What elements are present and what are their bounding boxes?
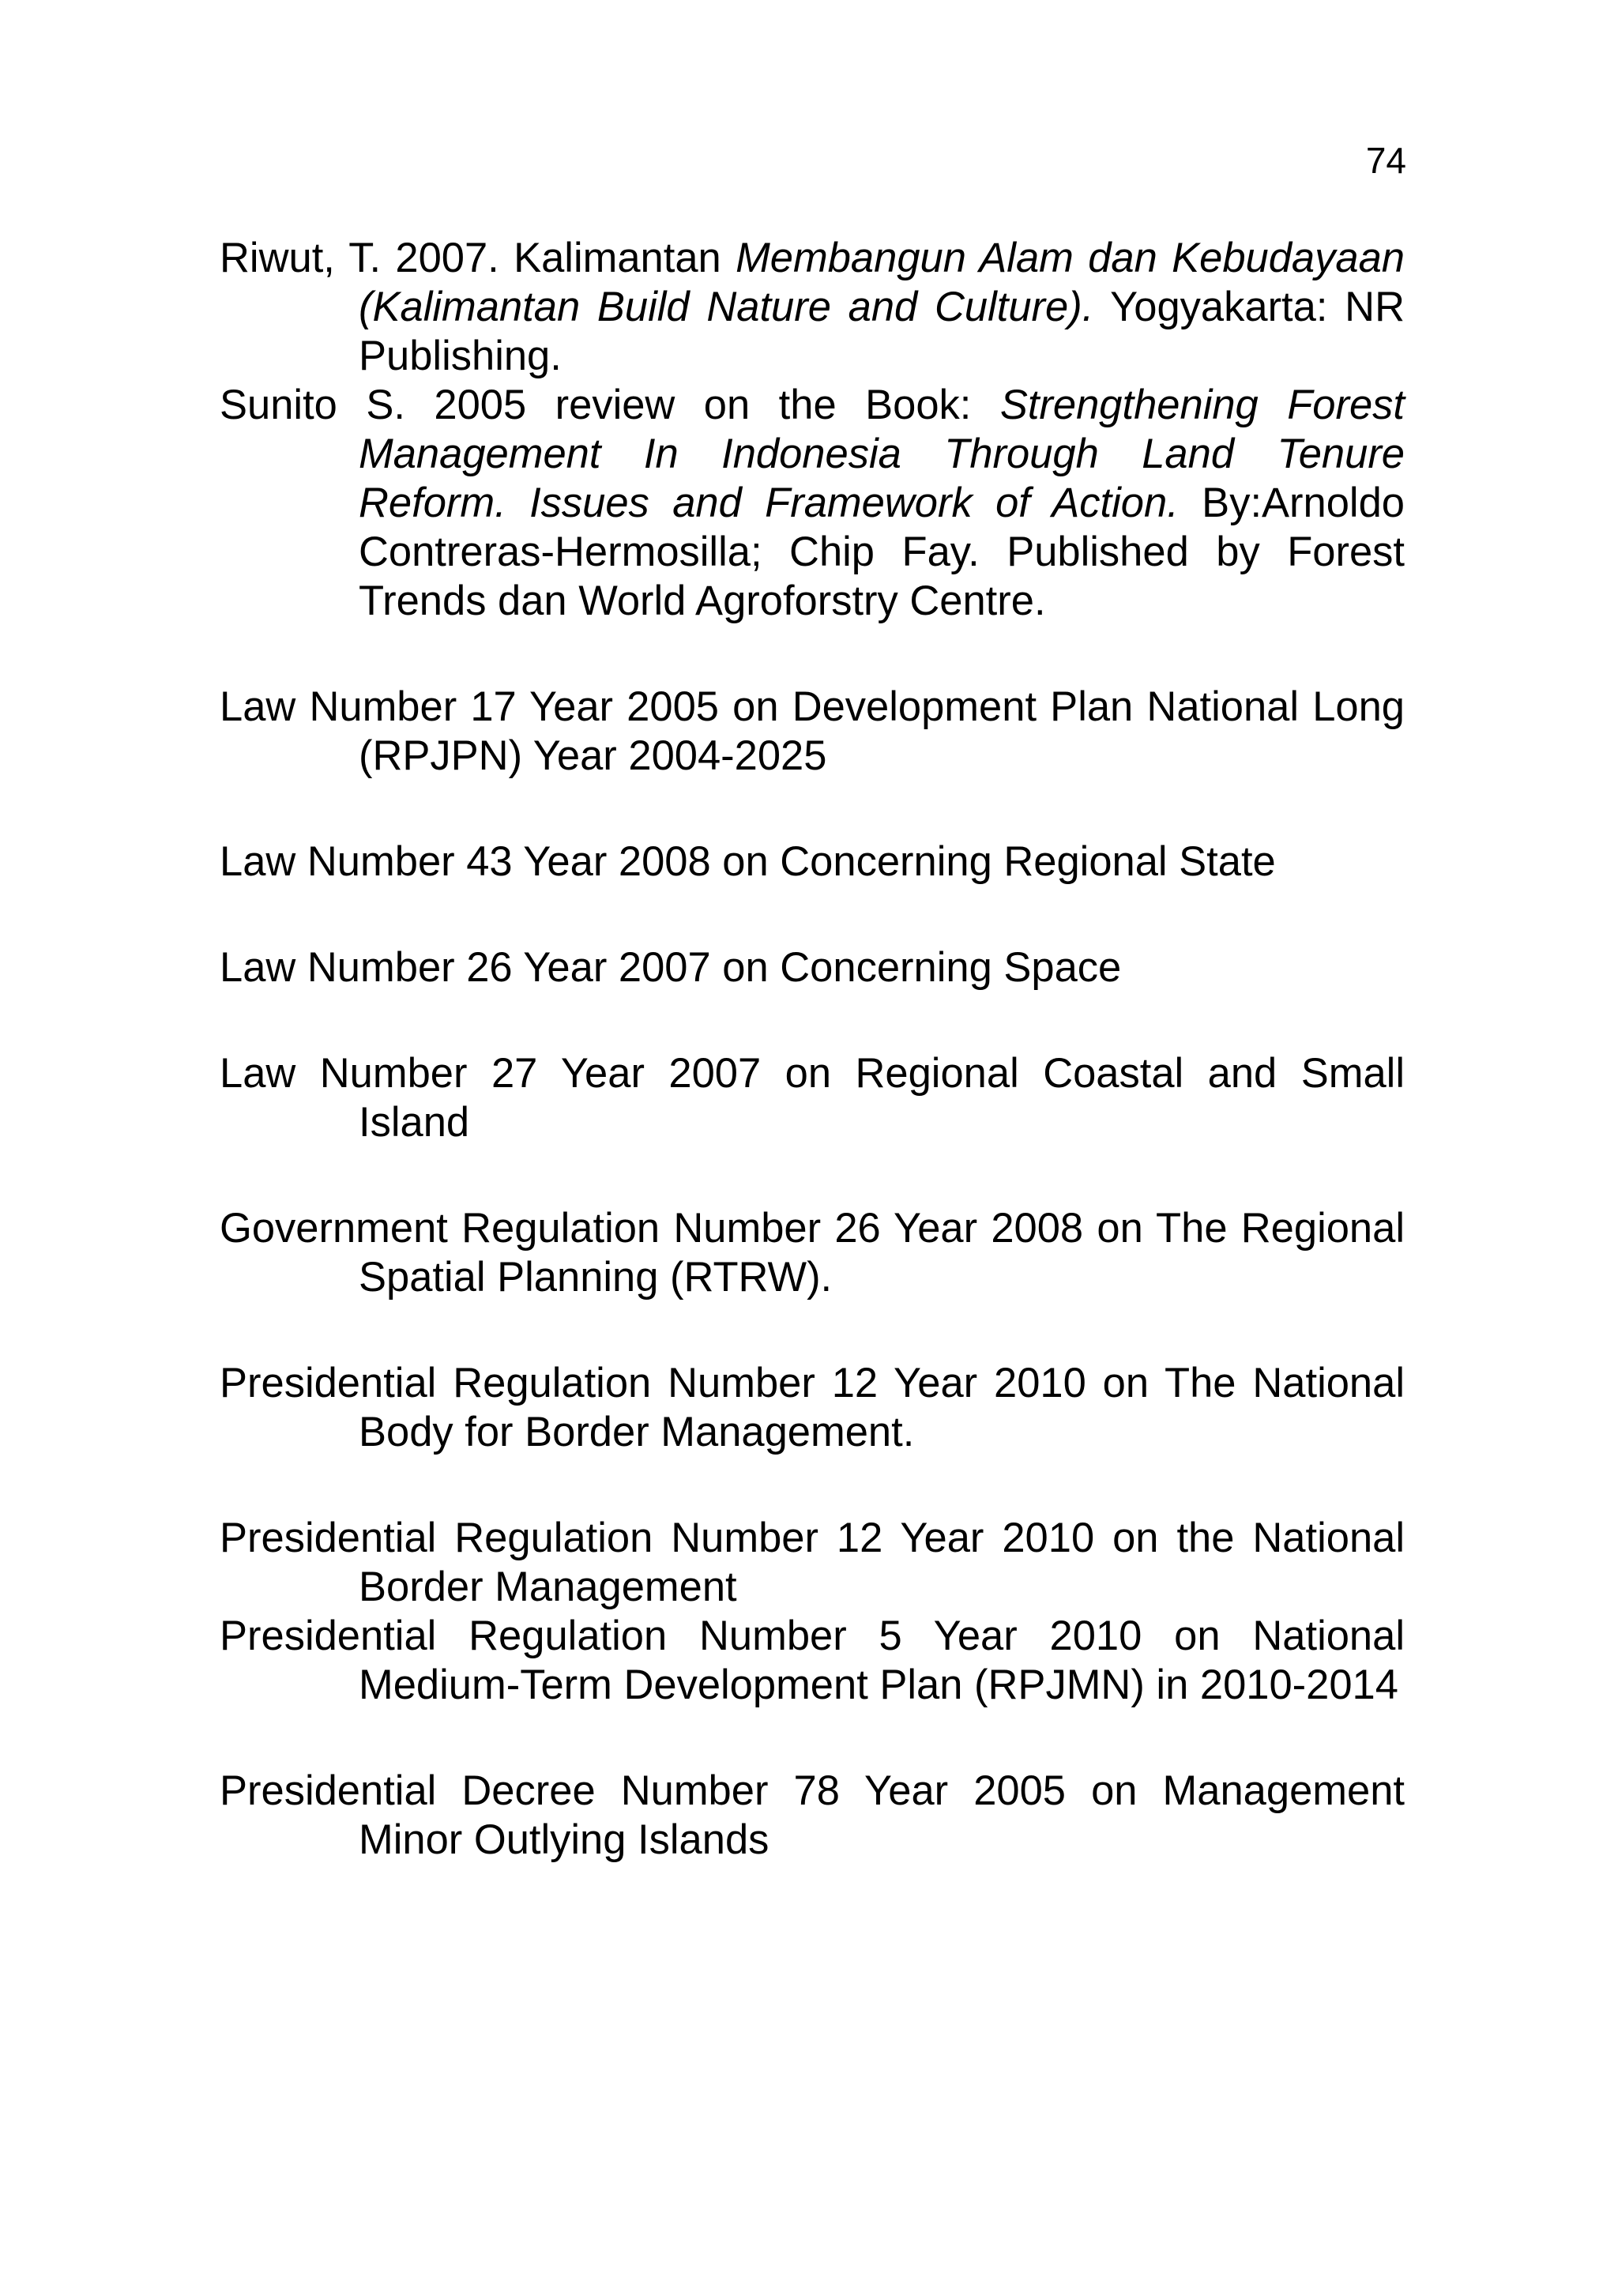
reference-entry-pres-decree-78-2005 — [220, 1767, 1405, 1865]
reference-text: Law Number 17 Year 2005 on Development Plan National Long (RPJPN) Year 2004-2025 — [220, 683, 1405, 779]
reference-entry-law-27-2007 — [220, 1049, 1405, 1147]
reference-text: Government Regulation Number 26 Year 2008 on The Regional Spatial Planning (RTRW). — [220, 1205, 1405, 1300]
reference-list — [220, 234, 1405, 1865]
reference-entry-law-17-2005 — [220, 683, 1405, 781]
reference-text: By:Arnoldo Contreras-Hermosilla; Chip Fay. Published by Forest Trends dan World Agroforstry Centre. — [359, 480, 1405, 624]
reference-text: Sunito S. 2005 review on the Book: — [220, 382, 1000, 428]
reference-entry-pres-reg-12-2010-a — [220, 1359, 1405, 1457]
reference-text: Presidential Regulation Number 5 Year 2010 on National Medium-Term Development Plan (RPJMN) in 2010-2014 — [220, 1613, 1405, 1708]
reference-text: Presidential Decree Number 78 Year 2005 on Management Minor Outlying Islands — [220, 1767, 1405, 1863]
reference-text: Law Number 26 Year 2007 on Concerning Space — [220, 944, 1122, 991]
reference-entry-sunito — [220, 381, 1405, 626]
reference-text: Riwut, T. 2007. Kalimantan — [220, 235, 736, 281]
reference-entry-pres-reg-12-2010-b — [220, 1514, 1405, 1612]
reference-entry-law-43-2008 — [220, 837, 1405, 886]
reference-entry-pres-reg-5-2010 — [220, 1612, 1405, 1710]
reference-entry-riwut — [220, 234, 1405, 381]
reference-entry-law-26-2007 — [220, 943, 1405, 992]
reference-text: Presidential Regulation Number 12 Year 2010 on the National Border Management — [220, 1515, 1405, 1610]
reference-text: Yogyakarta: NR Publishing. — [359, 284, 1405, 379]
reference-text: Law Number 27 Year 2007 on Regional Coastal and Small Island — [220, 1050, 1405, 1146]
reference-entry-gov-reg-26-2008 — [220, 1204, 1405, 1302]
reference-title-italic: Strengthening Forest Management In Indonesia Through Land Tenure Reform. Issues and Framework of Action. — [359, 382, 1405, 526]
reference-text: Presidential Regulation Number 12 Year 2010 on The National Body for Border Management. — [220, 1360, 1405, 1455]
page-number: 74 — [1365, 140, 1406, 181]
reference-title-italic: Membangun Alam dan Kebudayaan (Kalimantan Build Nature and Culture). — [359, 235, 1405, 330]
reference-text: Law Number 43 Year 2008 on Concerning Regional State — [220, 838, 1276, 885]
